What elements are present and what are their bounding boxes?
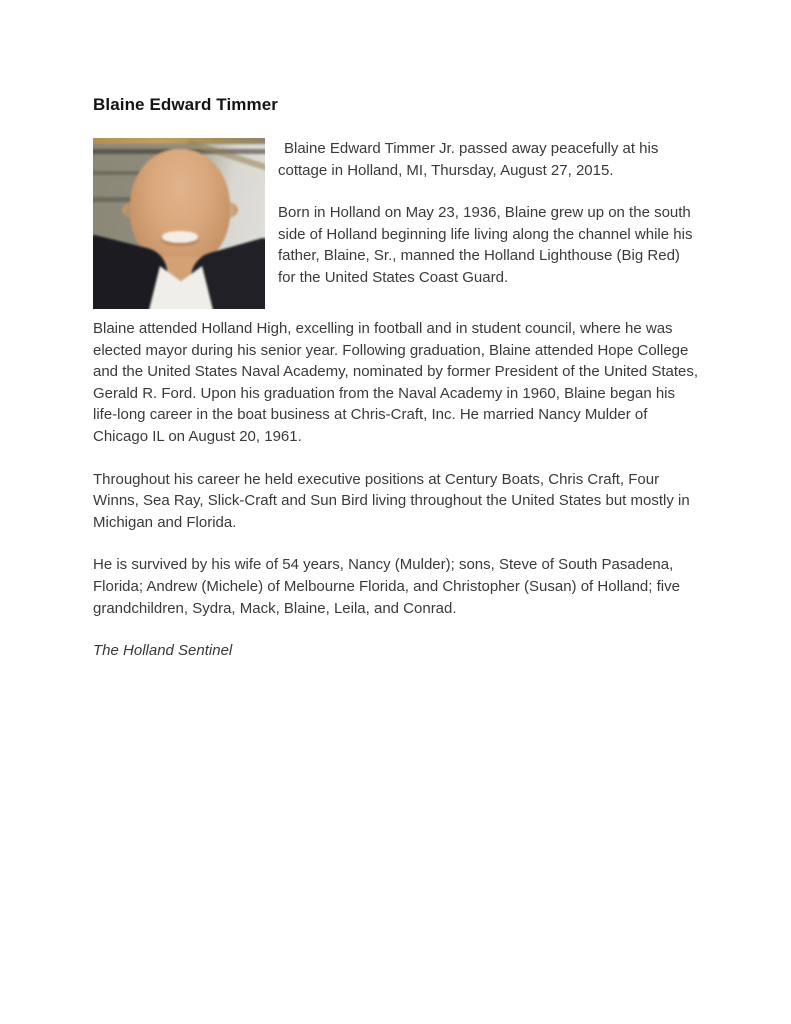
portrait-photo-art (93, 138, 265, 309)
paragraph-death-notice: Blaine Edward Timmer Jr. passed away peacefully at his cottage in Holland, MI, Thursday, August 27, 2015. (278, 140, 659, 179)
photo-mantel-strip (93, 138, 265, 144)
paragraph-survivors: He is survived by his wife of 54 years, Nancy (Mulder); sons, Steve of South Pasadena, Florida; Andrew (Michele) of Melbourne Florida, and Christopher (Susan) of Holland; five grandchildren, Sydra, Mack, Blaine, Leila, and Conrad. (93, 556, 680, 617)
intro-section (93, 138, 700, 309)
intro-text-column (278, 138, 700, 289)
attribution-source: The Holland Sentinel (93, 642, 233, 660)
paragraph-early-life: Born in Holland on May 23, 1936, Blaine grew up on the south side of Holland beginning life living along the channel while his father, Blaine, Sr., manned the Holland Lighthouse (Big Red) for the United States Coast Guard. (278, 204, 693, 286)
article-title: Blaine Edward Timmer (93, 95, 278, 114)
paragraph-executive-positions: Throughout his career he held executive positions at Century Boats, Chris Craft, Four Winns, Sea Ray, Slick-Craft and Sun Bird living throughout the United States but mostly in Michigan and Florida. (93, 470, 690, 531)
paragraph-education-career: Blaine attended Holland High, excelling in football and in student council, where he was elected mayor during his senior year. Following graduation, Blaine attended Hope College and the United States Naval Academy, nominated by former President of the United States, Gerald R. Ford. Upon his graduation from the Naval Academy in 1960, Blaine began his life-long career in the boat business at Chris-Craft, Inc. He married Nancy Mulder of Chicago IL on August 20, 1961. (93, 320, 699, 445)
photo-smile (162, 231, 198, 243)
portrait-photo (93, 138, 265, 309)
